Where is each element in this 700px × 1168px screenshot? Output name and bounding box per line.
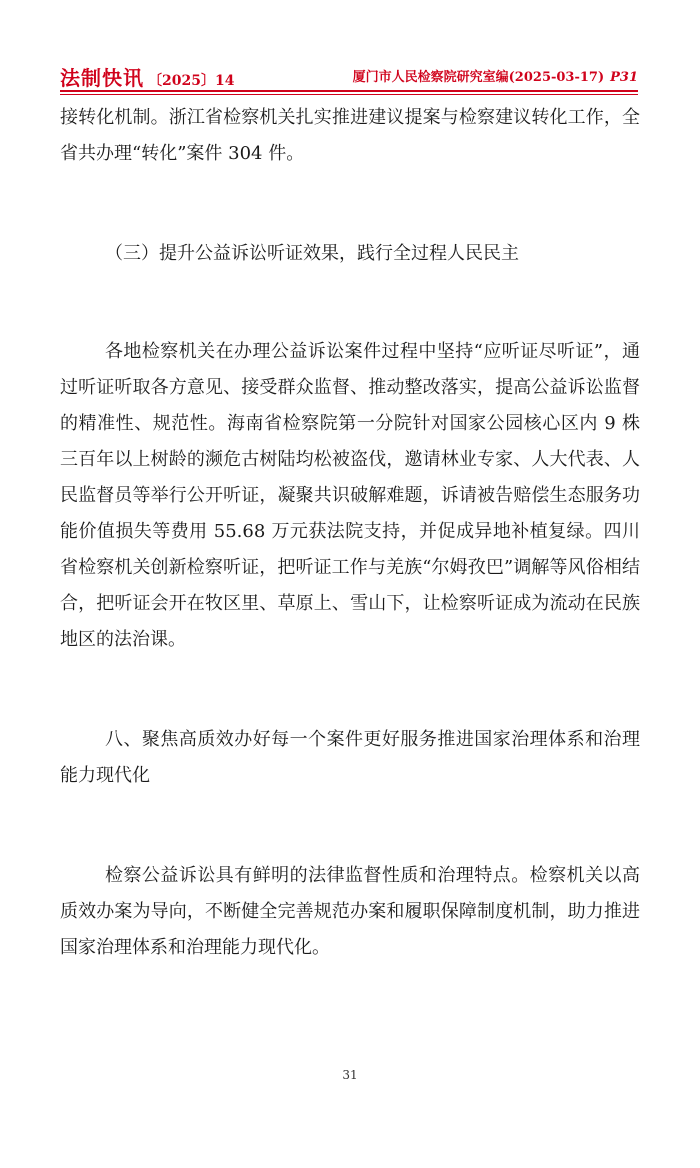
page-header [60, 62, 638, 88]
section-heading-3: （三）提升公益诉讼听证效果，践行全过程人民民主 [105, 243, 519, 264]
publisher-info: 厦门市人民检察院研究室编(2025-03-17) [352, 70, 605, 85]
publication-title: 法制快讯 [60, 66, 144, 90]
paragraph-governance: 检察公益诉讼具有鲜明的法律监督性质和治理特点。检察机关以高质效办案为导向，不断健全完善规范办案和履职保障制度机制，助力推进国家治理体系和治理能力现代化。 [60, 865, 640, 958]
paragraph-hearings: 各地检察机关在办理公益诉讼案件过程中坚持“应听证尽听证”，通过听证听取各方意见、接受群众监督、推动整改落实，提高公益诉讼监督的精准性、规范性。海南省检察院第一分院针对国家公园核心区内 9 株三百年以上树龄的濒危古树陆均松被盗伐，邀请林业专家、人大代表、人民监督员等举行公开听证，凝聚共识破解难题，诉请被告赔偿生态服务功能价值损失等费用 55.68 万元获法院支持，并促成异地补植复绿。四川省检察机关创新检察听证，把听证工作与羌族“尔姆孜巴”调解等风俗相结合，把听证会开在牧区里、草原上、雪山下，让检察听证成为流动在民族地区的法治课。 [60, 341, 640, 650]
section-heading-8: 八、聚焦高质效办好每一个案件更好服务推进国家治理体系和治理能力现代化 [60, 729, 640, 786]
header-rule-thick [60, 90, 638, 92]
document-body [60, 100, 640, 966]
header-right [353, 66, 638, 85]
issue-number: 〔2025〕14 [148, 73, 235, 89]
header-left [60, 62, 234, 91]
header-rule-thin [60, 94, 638, 95]
header-page-tag: P31 [610, 70, 638, 85]
page-number: 31 [342, 1068, 358, 1082]
paragraph-continuation: 接转化机制。浙江省检察机关扎实推进建议提案与检察建议转化工作，全省共办理“转化”案件 304 件。 [60, 107, 640, 164]
